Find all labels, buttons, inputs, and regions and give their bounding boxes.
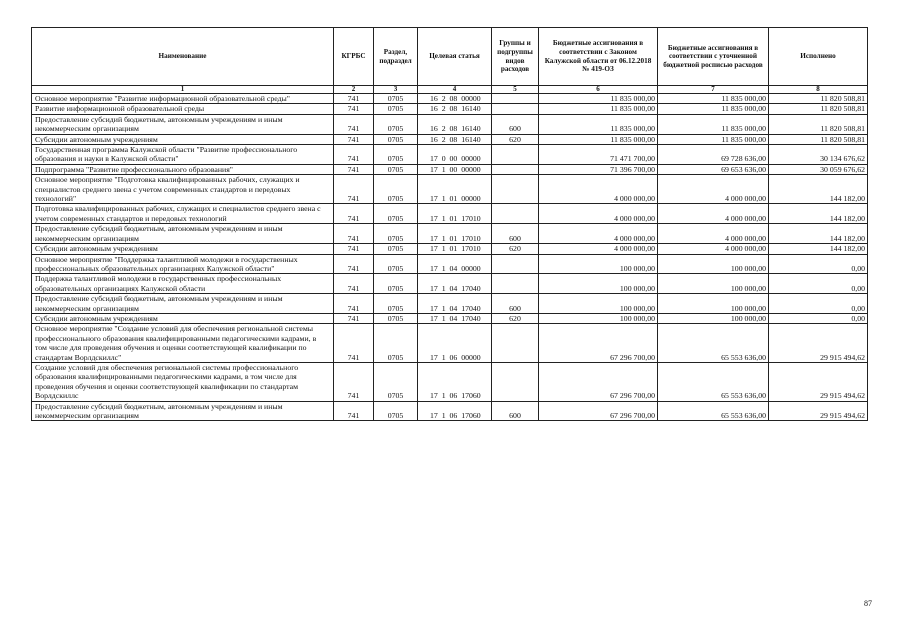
row-plan-amount: 69 653 636,00 (658, 164, 769, 174)
row-razdel: 0705 (374, 254, 418, 274)
row-target-article: 17 1 01 17010 (418, 244, 492, 254)
row-target-article: 16 2 08 16140 (418, 114, 492, 134)
table-row (32, 294, 868, 314)
row-expense-group: 620 (492, 134, 539, 144)
row-name: Предоставление субсидий бюджетным, автономным учреждениям и иным некоммерческим организациям (32, 114, 334, 134)
row-executed-amount: 144 182,00 (769, 175, 868, 204)
row-name: Подготовка квалифицированных рабочих, служащих и специалистов среднего звена с учетом современных стандартов и передовых технологий (32, 204, 334, 224)
row-plan-amount: 4 000 000,00 (658, 204, 769, 224)
row-target-article: 17 1 04 00000 (418, 254, 492, 274)
row-executed-amount: 29 915 494,62 (769, 324, 868, 363)
table-body (32, 94, 868, 421)
row-executed-amount: 0,00 (769, 313, 868, 323)
row-kgrbs: 741 (334, 94, 374, 104)
col-header-plan: Бюджетные ассигнования в соответствии с уточненной бюджетной росписью расходов (658, 28, 769, 86)
col-number: 2 (334, 86, 374, 94)
row-name: Подпрограмма "Развитие профессионального образования" (32, 164, 334, 174)
row-law-amount: 100 000,00 (539, 254, 658, 274)
row-law-amount: 11 835 000,00 (539, 104, 658, 114)
row-razdel: 0705 (374, 104, 418, 114)
col-header-vr: Группы и подгруппы видов расходов (492, 28, 539, 86)
table-row (32, 104, 868, 114)
row-law-amount: 100 000,00 (539, 274, 658, 294)
row-law-amount: 4 000 000,00 (539, 175, 658, 204)
col-number: 5 (492, 86, 539, 94)
table-row (32, 254, 868, 274)
row-plan-amount: 65 553 636,00 (658, 362, 769, 401)
row-name: Предоставление субсидий бюджетным, автономным учреждениям и иным некоммерческим организациям (32, 401, 334, 421)
row-target-article: 17 1 01 17010 (418, 224, 492, 244)
row-target-article: 17 1 04 17040 (418, 313, 492, 323)
row-executed-amount: 11 820 508,81 (769, 104, 868, 114)
row-razdel: 0705 (374, 204, 418, 224)
row-target-article: 17 1 06 17060 (418, 362, 492, 401)
table-row (32, 204, 868, 224)
col-header-done: Исполнено (769, 28, 868, 86)
row-name: Предоставление субсидий бюджетным, автономным учреждениям и иным некоммерческим организациям (32, 224, 334, 244)
row-executed-amount: 0,00 (769, 254, 868, 274)
table-row (32, 224, 868, 244)
row-expense-group (492, 94, 539, 104)
table-row (32, 401, 868, 421)
row-razdel: 0705 (374, 175, 418, 204)
col-header-razdel: Раздел, подраздел (374, 28, 418, 86)
row-expense-group (492, 324, 539, 363)
row-law-amount: 100 000,00 (539, 313, 658, 323)
row-kgrbs: 741 (334, 324, 374, 363)
row-name: Основное мероприятие "Развитие информационной образовательной среды" (32, 94, 334, 104)
row-plan-amount: 11 835 000,00 (658, 114, 769, 134)
page-number: 87 (864, 599, 872, 608)
row-target-article: 16 2 08 00000 (418, 94, 492, 104)
row-name: Поддержка талантливой молодежи в государственных профессиональных образовательных организациях Калужской области (32, 274, 334, 294)
row-kgrbs: 741 (334, 114, 374, 134)
row-expense-group (492, 164, 539, 174)
row-kgrbs: 741 (334, 204, 374, 224)
row-executed-amount: 30 134 676,62 (769, 145, 868, 165)
row-name: Государственная программа Калужской области "Развитие профессионального образования и науки в Калужской области" (32, 145, 334, 165)
table-row (32, 164, 868, 174)
col-header-kgrbs: КГРБС (334, 28, 374, 86)
row-law-amount: 11 835 000,00 (539, 134, 658, 144)
row-razdel: 0705 (374, 94, 418, 104)
row-kgrbs: 741 (334, 164, 374, 174)
row-target-article: 17 1 01 00000 (418, 175, 492, 204)
col-header-law: Бюджетные ассигнования в соответствии с Законом Калужской области от 06.12.2018 № 419-ОЗ (539, 28, 658, 86)
row-plan-amount: 100 000,00 (658, 313, 769, 323)
table-row (32, 175, 868, 204)
row-kgrbs: 741 (334, 145, 374, 165)
row-razdel: 0705 (374, 362, 418, 401)
row-executed-amount: 11 820 508,81 (769, 114, 868, 134)
row-executed-amount: 11 820 508,81 (769, 134, 868, 144)
table-row (32, 134, 868, 144)
row-law-amount: 67 296 700,00 (539, 362, 658, 401)
table-row (32, 114, 868, 134)
row-executed-amount: 29 915 494,62 (769, 362, 868, 401)
row-name: Субсидии автономным учреждениям (32, 134, 334, 144)
row-expense-group: 600 (492, 224, 539, 244)
row-target-article: 17 0 00 00000 (418, 145, 492, 165)
row-law-amount: 11 835 000,00 (539, 114, 658, 134)
row-razdel: 0705 (374, 224, 418, 244)
row-kgrbs: 741 (334, 224, 374, 244)
col-number: 1 (32, 86, 334, 94)
row-name: Развитие информационной образовательной среды (32, 104, 334, 114)
row-expense-group (492, 204, 539, 224)
col-number: 6 (539, 86, 658, 94)
row-kgrbs: 741 (334, 294, 374, 314)
row-plan-amount: 65 553 636,00 (658, 401, 769, 421)
row-razdel: 0705 (374, 145, 418, 165)
row-expense-group: 600 (492, 294, 539, 314)
row-name: Предоставление субсидий бюджетным, автономным учреждениям и иным некоммерческим организациям (32, 294, 334, 314)
row-expense-group (492, 145, 539, 165)
row-law-amount: 11 835 000,00 (539, 94, 658, 104)
row-plan-amount: 11 835 000,00 (658, 134, 769, 144)
row-executed-amount: 30 059 676,62 (769, 164, 868, 174)
row-razdel: 0705 (374, 244, 418, 254)
row-executed-amount: 0,00 (769, 294, 868, 314)
row-executed-amount: 144 182,00 (769, 204, 868, 224)
row-law-amount: 71 396 700,00 (539, 164, 658, 174)
table-row (32, 313, 868, 323)
table-row (32, 244, 868, 254)
row-target-article: 17 1 06 00000 (418, 324, 492, 363)
row-expense-group (492, 104, 539, 114)
row-kgrbs: 741 (334, 274, 374, 294)
row-plan-amount: 100 000,00 (658, 254, 769, 274)
table-row (32, 274, 868, 294)
row-razdel: 0705 (374, 324, 418, 363)
row-plan-amount: 65 553 636,00 (658, 324, 769, 363)
row-expense-group (492, 175, 539, 204)
row-plan-amount: 11 835 000,00 (658, 104, 769, 114)
col-number: 8 (769, 86, 868, 94)
row-target-article: 17 1 01 17010 (418, 204, 492, 224)
row-kgrbs: 741 (334, 104, 374, 114)
col-number: 3 (374, 86, 418, 94)
row-kgrbs: 741 (334, 362, 374, 401)
row-expense-group (492, 362, 539, 401)
budget-table (31, 27, 868, 421)
table-row (32, 324, 868, 363)
row-name: Субсидии автономным учреждениям (32, 244, 334, 254)
row-law-amount: 67 296 700,00 (539, 401, 658, 421)
col-number: 4 (418, 86, 492, 94)
row-law-amount: 100 000,00 (539, 294, 658, 314)
row-target-article: 16 2 08 16140 (418, 134, 492, 144)
row-target-article: 16 2 08 16140 (418, 104, 492, 114)
row-name: Основное мероприятие "Поддержка талантливой молодежи в государственных профессиональных образовательных организациях Калужской области" (32, 254, 334, 274)
row-expense-group (492, 254, 539, 274)
row-target-article: 17 1 06 17060 (418, 401, 492, 421)
row-plan-amount: 100 000,00 (658, 274, 769, 294)
row-law-amount: 71 471 700,00 (539, 145, 658, 165)
row-target-article: 17 1 04 17040 (418, 274, 492, 294)
row-expense-group: 620 (492, 313, 539, 323)
row-kgrbs: 741 (334, 244, 374, 254)
row-law-amount: 67 296 700,00 (539, 324, 658, 363)
row-razdel: 0705 (374, 164, 418, 174)
row-law-amount: 4 000 000,00 (539, 204, 658, 224)
row-razdel: 0705 (374, 134, 418, 144)
row-kgrbs: 741 (334, 401, 374, 421)
row-plan-amount: 69 728 636,00 (658, 145, 769, 165)
row-razdel: 0705 (374, 294, 418, 314)
row-plan-amount: 4 000 000,00 (658, 224, 769, 244)
row-plan-amount: 11 835 000,00 (658, 94, 769, 104)
row-executed-amount: 144 182,00 (769, 244, 868, 254)
col-header-name: Наименование (32, 28, 334, 86)
col-number: 7 (658, 86, 769, 94)
row-plan-amount: 4 000 000,00 (658, 175, 769, 204)
row-target-article: 17 1 00 00000 (418, 164, 492, 174)
row-expense-group: 620 (492, 244, 539, 254)
row-plan-amount: 100 000,00 (658, 294, 769, 314)
row-name: Основное мероприятие "Подготовка квалифицированных рабочих, служащих и специалистов среднего звена с учетом современных стандартов и передовых технологий" (32, 175, 334, 204)
row-executed-amount: 29 915 494,62 (769, 401, 868, 421)
row-name: Создание условий для обеспечения региональной системы профессионального образования квалифицированными педагогическими кадрами, в том числе для проведения обучения и оценки соответствующей квалификации по стандартам Ворлдскиллс (32, 362, 334, 401)
table-row (32, 362, 868, 401)
row-razdel: 0705 (374, 401, 418, 421)
row-kgrbs: 741 (334, 313, 374, 323)
row-law-amount: 4 000 000,00 (539, 244, 658, 254)
row-executed-amount: 11 820 508,81 (769, 94, 868, 104)
budget-table-sheet (31, 27, 867, 421)
row-executed-amount: 0,00 (769, 274, 868, 294)
table-row (32, 145, 868, 165)
row-name: Основное мероприятие "Создание условий для обеспечения региональной системы профессионального образования квалифицированными педагогическими кадрами, в том числе для проведения обучения и оценки соответствующей квалификации по стандартам Ворлдскиллс" (32, 324, 334, 363)
row-expense-group: 600 (492, 401, 539, 421)
table-row (32, 94, 868, 104)
row-razdel: 0705 (374, 274, 418, 294)
row-executed-amount: 144 182,00 (769, 224, 868, 244)
row-kgrbs: 741 (334, 175, 374, 204)
row-plan-amount: 4 000 000,00 (658, 244, 769, 254)
row-kgrbs: 741 (334, 134, 374, 144)
row-target-article: 17 1 04 17040 (418, 294, 492, 314)
row-razdel: 0705 (374, 313, 418, 323)
row-expense-group: 600 (492, 114, 539, 134)
row-name: Субсидии автономным учреждениям (32, 313, 334, 323)
row-expense-group (492, 274, 539, 294)
column-number-row (32, 86, 868, 94)
col-header-target: Целевая статья (418, 28, 492, 86)
header-row (32, 28, 868, 86)
row-law-amount: 4 000 000,00 (539, 224, 658, 244)
row-kgrbs: 741 (334, 254, 374, 274)
row-razdel: 0705 (374, 114, 418, 134)
